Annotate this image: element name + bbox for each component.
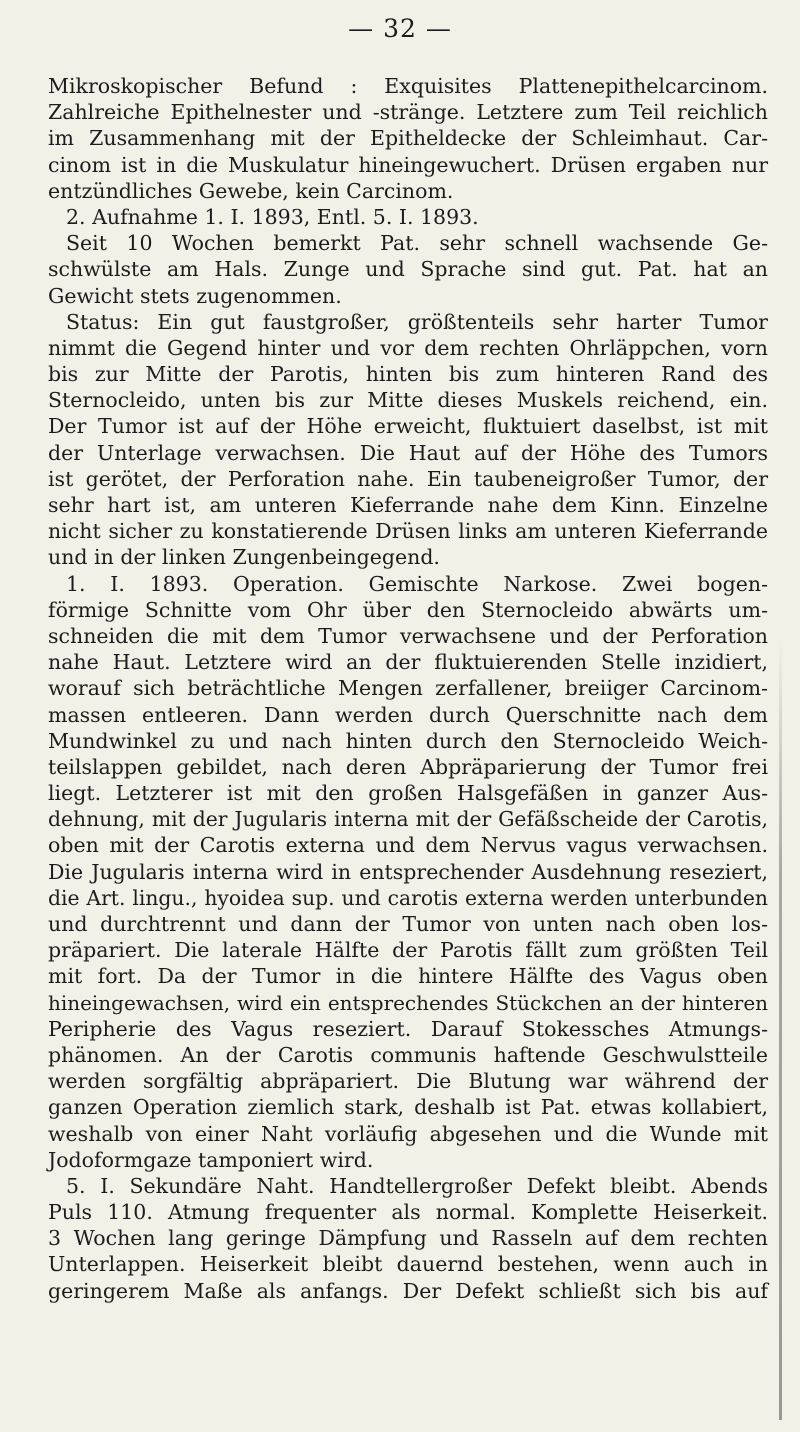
text-line: der Unterlage verwachsen. Die Haut auf der Höhe des Tumors (48, 440, 768, 465)
text-line: ist gerötet, der Perforation nahe. Ein taubeneigroßer Tumor, der (48, 466, 768, 491)
text-line: werden sorgfältig abpräpariert. Die Blutung war während der (48, 1069, 768, 1094)
text-line: im Zusammenhang mit der Epitheldecke der Schleimhaut. Car- (48, 126, 768, 151)
text-line: cinom ist in die Muskulatur hineingewuchert. Drüsen ergaben nur (48, 152, 768, 177)
text-line: oben mit der Carotis externa und dem Nervus vagus verwachsen. (48, 833, 768, 858)
text-line: sehr hart ist, am unteren Kieferrande nahe dem Kinn. Einzelne (48, 493, 768, 517)
text-line: Seit 10 Wochen bemerkt Pat. sehr schnell wachsende Ge- (66, 231, 768, 256)
text-line: hineingewachsen, wird ein entsprechendes Stückchen an der hinteren (48, 990, 768, 1015)
text-line: phänomen. An der Carotis communis haftende Geschwulstteile (48, 1042, 768, 1067)
text-line: Peripherie des Vagus reseziert. Darauf Stokessches Atmungs- (48, 1016, 768, 1041)
text-line: Unterlappen. Heiserkeit bleibt dauernd bestehen, wenn auch in (48, 1252, 768, 1277)
text-line: geringerem Maße als anfangs. Der Defekt schließt sich bis auf (48, 1278, 768, 1303)
text-line: massen entleeren. Dann werden durch Querschnitte nach dem (48, 702, 768, 727)
page-edge-shadow (779, 640, 782, 1420)
text-line: Zahlreiche Epithelnester und -stränge. Letztere zum Teil reichlich (48, 100, 768, 125)
text-line: Status: Ein gut faustgroßer, größtenteils sehr harter Tumor (66, 309, 768, 334)
body-text (48, 73, 768, 1304)
text-line: weshalb von einer Naht vorläufig abgesehen und die Wunde mit (48, 1121, 768, 1146)
text-line: förmige Schnitte vom Ohr über den Sternocleido abwärts um- (48, 597, 768, 622)
text-line: nicht sicher zu konstatierende Drüsen links am unteren Kieferrande (48, 519, 768, 544)
text-line: entzündliches Gewebe, kein Carcinom. (48, 178, 454, 203)
text-line: Sternocleido, unten bis zur Mitte dieses Muskels reichend, ein. (48, 388, 768, 413)
text-line: schwülste am Hals. Zunge und Sprache sind gut. Pat. hat an (48, 257, 768, 282)
text-line: und in der linken Zungenbeingegend. (48, 545, 440, 570)
text-line: nimmt die Gegend hinter und vor dem rechten Ohrläppchen, vorn (48, 335, 768, 360)
text-line: Jodoformgaze tamponiert wird. (48, 1147, 374, 1172)
text-line: ganzen Operation ziemlich stark, deshalb ist Pat. etwas kollabiert, (48, 1095, 768, 1120)
page-number: — 32 — (348, 14, 452, 43)
text-line: dehnung, mit der Jugularis interna mit der Gefäßscheide der Carotis, (48, 807, 768, 832)
text-line: Der Tumor ist auf der Höhe erweicht, fluktuiert daselbst, ist mit (48, 414, 768, 439)
text-line: die Art. lingu., hyoidea sup. und carotis externa werden unterbunden (48, 885, 768, 910)
text-line: Gewicht stets zugenommen. (48, 283, 342, 308)
text-line: Die Jugularis interna wird in entsprechender Ausdehnung reseziert, (48, 859, 768, 884)
text-line: Mikroskopischer Befund : Exquisites Plattenepithelcarcinom. (48, 74, 768, 98)
text-line: präpariert. Die laterale Hälfte der Parotis fällt zum größten Teil (48, 938, 768, 963)
text-line: worauf sich beträchtliche Mengen zerfallener, breiiger Carcinom- (48, 676, 768, 701)
text-line: 3 Wochen lang geringe Dämpfung und Rasseln auf dem rechten (48, 1226, 768, 1251)
text-line: liegt. Letzterer ist mit den großen Halsgefäßen in ganzer Aus- (48, 781, 768, 806)
text-line: bis zur Mitte der Parotis, hinten bis zum hinteren Rand des (48, 362, 768, 387)
text-line: nahe Haut. Letztere wird an der fluktuierenden Stelle inzidiert, (48, 650, 768, 675)
text-line: schneiden die mit dem Tumor verwachsene und der Perforation (48, 623, 768, 648)
text-line: 2. Aufnahme 1. I. 1893, Entl. 5. I. 1893. (66, 204, 479, 229)
text-line: 1. I. 1893. Operation. Gemischte Narkose. Zwei bogen- (66, 571, 768, 596)
text-line: Mundwinkel zu und nach hinten durch den Sternocleido Weich- (48, 728, 768, 753)
text-line: teilslappen gebildet, nach deren Abpräparierung der Tumor frei (48, 754, 768, 779)
text-line: 5. I. Sekundäre Naht. Handtellergroßer Defekt bleibt. Abends (66, 1173, 768, 1198)
text-line: und durchtrennt und dann der Tumor von unten nach oben los- (48, 912, 768, 936)
text-line: mit fort. Da der Tumor in die hintere Hälfte des Vagus oben (48, 964, 768, 989)
text-line: Puls 110. Atmung frequenter als normal. Komplette Heiserkeit. (48, 1200, 768, 1225)
